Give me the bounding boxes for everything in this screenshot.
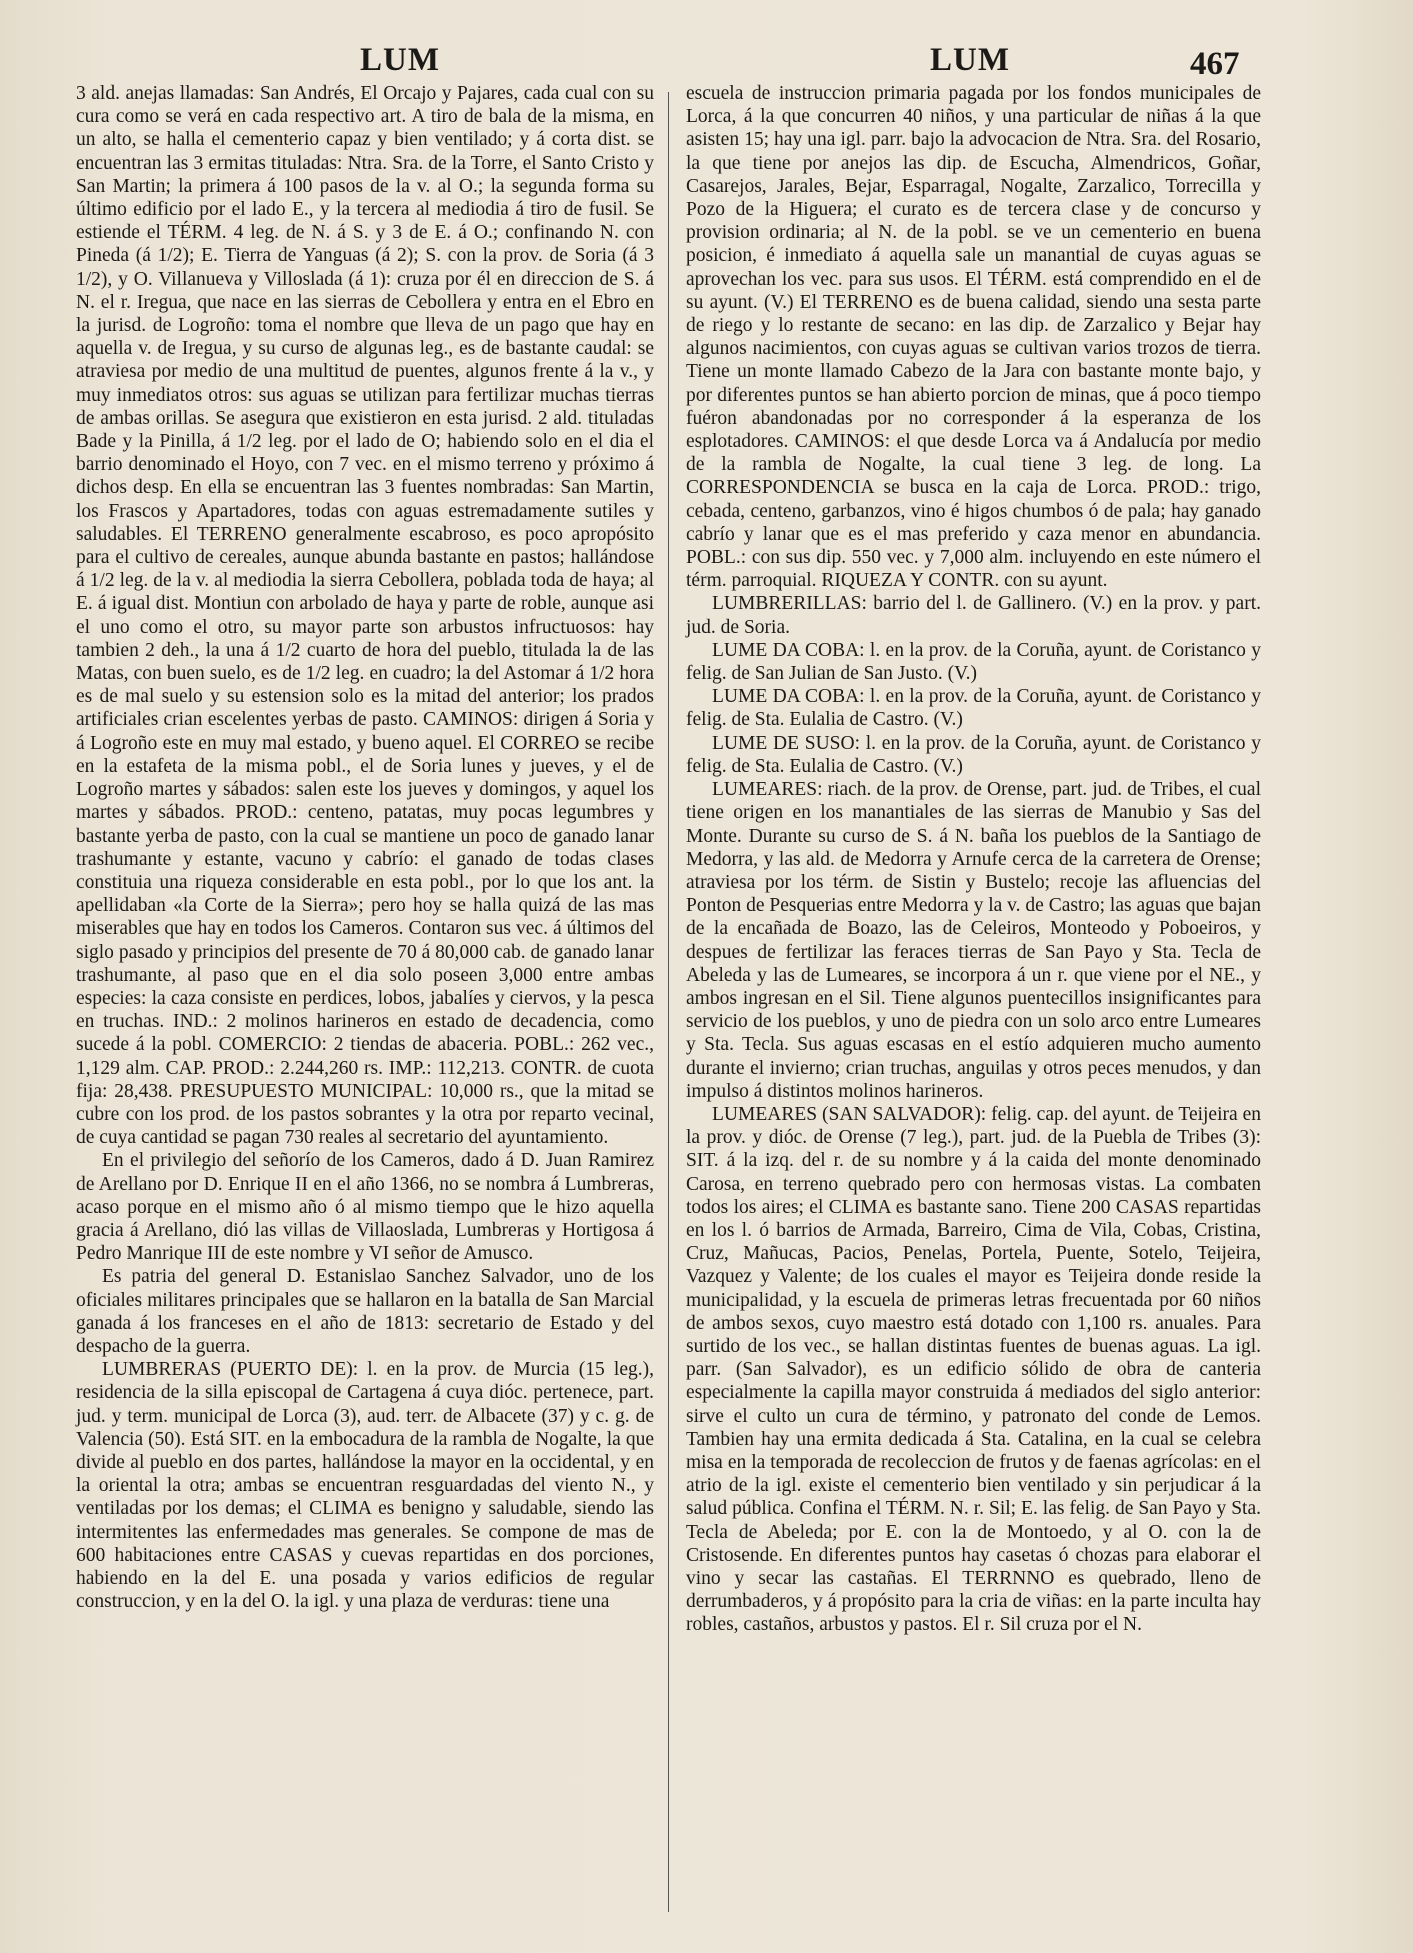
column-divider: [668, 92, 669, 1912]
entry-paragraph: LUMBRERAS (PUERTO DE): l. en la prov. de Murcia (15 leg.), residencia de la silla episcopal de Cartagena á cuya dióc. pertenece, part. jud. y term. municipal de Lorca (3), aud. terr. de Albacete (37) y c. g. de Valencia (50). Está SIT. en la embocadura de la rambla de Nogalte, la que divide al pueblo en dos partes, hallándose la mayor en la occidental, y en la oriental la otra; ambas se encuentran resguardadas del viento N., y ventiladas por los demas; el CLIMA es benigno y saludable, siendo las intermitentes las enfermedades mas generales. Se compone de mas de 600 habitaciones entre CASAS y cuevas repartidas en dos porciones, habiendo en la del E. una posada y varios edificios de regular construccion, y en la del O. la igl. y una plaza de verduras: tiene una: [76, 1359, 654, 1613]
entry-paragraph: LUME DA COBA: l. en la prov. de la Coruña, ayunt. de Coristanco y felig. de San Julian de San Justo. (V.): [686, 639, 1261, 685]
entry-paragraph: LUMEARES: riach. de la prov. de Orense, part. jud. de Tribes, el cual tiene origen en los manantiales de las sierras de Manubio y Sas del Monte. Durante su curso de S. á N. baña los pueblos de la Santiago de Medorra, y las ald. de Medorra y Arnufe cerca de la carretera de Orense; atraviesa por los térm. de Sistin y Bustelo; recoje las afluencias del Ponton de Pesquerias entre Medorra y la v. de Castro; las aguas que bajan de la encañada de Boazo, las de Celeiros, Monteodo y Poboeiros, y despues de fertilizar las feraces tierras de San Payo y Sta. Tecla de Abeleda y las de Lumeares, se incorpora á un r. que viene por el NE., y ambos ingresan en el Sil. Tiene algunos puentecillos insignificantes para servicio de los pueblos, y uno de piedra con un solo arco entre Lumeares y Sta. Tecla. Sus aguas escasas en el estío adquieren mucho aumento durante el invierno; crian truchas, anguilas y otros peces menudos, y dan impulso á distintos molinos harineros.: [686, 779, 1261, 1102]
entry-paragraph: En el privilegio del señorío de los Cameros, dado á D. Juan Ramirez de Arellano por D. Enrique II en el año 1366, no se nombra á Lumbreras, acaso porque en el mismo año ó al mismo tiempo que le hizo aquella gracia á Arellano, dió las villas de Villaoslada, Lumbreras y Hortigosa á Pedro Manrique III de este nombre y VI señor de Amusco.: [76, 1150, 654, 1265]
running-head-right: LUM: [930, 42, 1010, 78]
page-number: 467: [1190, 46, 1240, 82]
running-head-left: LUM: [360, 42, 440, 78]
right-column: [686, 82, 1261, 1637]
entry-paragraph: LUME DA COBA: l. en la prov. de la Coruña, ayunt. de Coristanco y felig. de Sta. Eulalia de Castro. (V.): [686, 686, 1261, 731]
entry-paragraph: 3 ald. anejas llamadas: San Andrés, El Orcajo y Pajares, cada cual con su cura como se verá en cada respectivo art. A tiro de bala de la misma, en un alto, se halla el cementerio capaz y bien ventilado; y á corta dist. se encuentran las 3 ermitas tituladas: Ntra. Sra. de la Torre, el Santo Cristo y San Martin; la primera á 100 pasos de la v. al O.; la segunda forma su último edificio por el lado E., y la tercera al mediodia á tiro de fusil. Se estiende el TÉRM. 4 leg. de N. á S. y 3 de E. á O.; confinando N. con Pineda (á 1/2); E. Tierra de Yanguas (á 2); S. con la prov. de Soria (á 3 1/2), y O. Villanueva y Villoslada (á 1): cruza por él en direccion de S. á N. el r. Iregua, que nace en las sierras de Cebollera y entra en el Ebro en la jurisd. de Logroño: toma el nombre que lleva de un pago que hay en aquella v. de Iregua, y su curso de algunas leg., es de bastante caudal: se atraviesa por medio de una multitud de puentes, algunos frente á la v., y muy inmediatos otros: sus aguas se utilizan para fertilizar muchas tierras de ambas orillas. Se asegura que existieron en esta jurisd. 2 ald. tituladas Bade y la Pinilla, á 1/2 leg. por el lado de O; habiendo solo en el dia el barrio denominado el Hoyo, con 7 vec. en el mismo terreno y próximo á dichos desp. En ella se encuentran las 3 fuentes nombradas: San Martin, los Frascos y Apartadores, todas con aguas estremadamente sutiles y saludables. El TERRENO generalmente escabroso, es poco apropósito para el cultivo de cereales, aunque abunda bastante en pastos; hallándose á 1/2 leg. de la v. al mediodia la sierra Cebollera, poblada toda de haya; al E. á igual dist. Montiun con arbolado de haya y parte de roble, aunque asi el uno como el otro, su mayor parte son arbustos infructuosos: hay tambien 2 deh., la una á 1/2 cuarto de hora del pueblo, titulada la de las Matas, con buen suelo, es de 1/2 leg. en cuadro; la del Astomar á 1/2 hora es de mal suelo y su estension solo es la mitad del anterior; los prados artificiales crian escelentes yerbas de pasto. CAMINOS: dirigen á Soria y á Logroño este en muy mal estado, y bueno aquel. El CORREO se recibe en la estafeta de la misma pobl., el de Soria lunes y jueves, y el de Logroño martes y sábados: salen este los jueves y domingos, y aquel los martes y sábados. PROD.: centeno, patatas, muy pocas legumbres y bastante yerba de pasto, con la cual se mantiene un poco de ganado lanar trashumante y estante, vacuno y cabrío: el ganado de todas clases constituia una riqueza considerable en esta pobl., por lo que los ant. la apellidaban «la Corte de la Sierra»; pero hoy se halla quizá de las mas miserables que hay en todos los Cameros. Contaron sus vec. á últimos del siglo pasado y principios del presente de 70 á 80,000 cab. de ganado lanar trashumante, al paso que en el dia solo poseen 3,000 entre ambas especies: la caza consiste en perdices, lobos, jabalíes y ciervos, y la pesca en truchas. IND.: 2 molinos harineros en estado de decadencia, como sucede á la pobl. COMERCIO: 2 tiendas de abaceria. POBL.: 262 vec., 1,129 alm. CAP. PROD.: 2.244,260 rs. IMP.: 112,213. CONTR. de cuota fija: 28,438. PRESUPUESTO MUNICIPAL: 10,000 rs., que la mitad se cubre con los prod. de los pastos sobrantes y la otra por reparto vecinal, de cuya cantidad se pagan 730 reales al secretario del ayuntamiento.: [76, 83, 654, 1149]
left-column: [76, 82, 654, 1613]
entry-paragraph: Es patria del general D. Estanislao Sanchez Salvador, uno de los oficiales militares principales que se hallaron en la batalla de San Marcial ganada á los franceses en el año de 1813: secretario de Estado y del despacho de la guerra.: [76, 1266, 654, 1357]
entry-paragraph: LUMBRERILLAS: barrio del l. de Gallinero. (V.) en la prov. y part. jud. de Soria.: [686, 593, 1261, 638]
entry-paragraph: LUME DE SUSO: l. en la prov. de la Coruña, ayunt. de Coristanco y felig. de Sta. Eulalia de Castro. (V.): [686, 732, 1261, 777]
entry-paragraph: LUMEARES (SAN SALVADOR): felig. cap. del ayunt. de Teijeira en la prov. y dióc. de Orense (7 leg.), part. jud. de la Puebla de Tribes (3): SIT. á la izq. del r. de su nombre y á la caida del monte denominado Carosa, en terreno quebrado pero con hermosas vistas. La combaten todos los aires; el CLIMA es bastante sano. Tiene 200 CASAS repartidas en los l. ó barrios de Armada, Barreiro, Cima de Vila, Cobas, Cristina, Cruz, Mañucas, Pacios, Penelas, Portela, Puente, Sotelo, Teijeira, Vazquez y Valente; de los cuales el mayor es Teijeira donde reside la municipalidad, y la escuela de primeras letras frecuentada por 60 niños de ambos sexos, cuyo maestro está dotado con 1,100 rs. anuales. Para surtido de los vec., se hallan distintas fuentes de buenas aguas. La igl. parr. (San Salvador), es un edificio sólido de obra de canteria especialmente la capilla mayor construida á mediados del siglo anterior: sirve el culto un cura de término, y patronato del conde de Lemos. Tambien hay una ermita dedicada á Sta. Catalina, en la cual se celebra misa en la temporada de recoleccion de frutos y de faenas agrícolas: en el atrio de la igl. existe el cementerio bien ventilado y sin perjudicar á la salud pública. Confina el TÉRM. N. r. Sil; E. las felig. de San Payo y Sta. Tecla de Abeleda; por E. con la de Montoedo, y al O. con la de Cristosende. En diferentes puntos hay casetas ó chozas para elaborar el vino y secar las castañas. El TERRNNO es quebrado, lleno de derrumbaderos, y á propósito para la cria de viñas: en la parte inculta hay robles, castaños, arbustos y pastos. El r. Sil cruza por el N.: [686, 1103, 1261, 1636]
entry-paragraph: escuela de instruccion primaria pagada por los fondos municipales de Lorca, á la que concurren 40 niños, y una particular de niñas á la que asisten 15; hay una igl. parr. bajo la advocacion de Ntra. Sra. del Rosario, la que tiene por anejos las dip. de Escucha, Almendricos, Goñar, Casarejos, Jarales, Bejar, Esparragal, Nogalte, Zarzalico, Torrecilla y Pozo de la Higuera; el curato es de tercera clase y de concurso y provision ordinaria; al N. de la pobl. se ve un cementerio en buena posicion, é inmediato á aquella sale un manantial de cuyas aguas se aprovechan los vec. para sus usos. El TÉRM. está comprendido en el de su ayunt. (V.) El TERRENO es de buena calidad, siendo una sesta parte de riego y lo restante de secano: en las dip. de Zarzalico y Bejar hay algunos nacimientos, con cuyas aguas se cultivan varios trozos de tierra. Tiene un monte llamado Cabezo de la Jara con bastante monte bajo, y por diferentes puntos se han abierto porcion de minas, que á poco tiempo fuéron abandonadas por no corresponder á la esperanza de los esplotadores. CAMINOS: el que desde Lorca va á Andalucía por medio de la rambla de Nogalte, la cual tiene 3 leg. de long. La CORRESPONDENCIA se busca en la caja de Lorca. PROD.: trigo, cebada, centeno, garbanzos, vino é higos chumbos ó de pala; hay ganado cabrío y lanar que es el mas preferido y caza menor en abundancia. POBL.: con sus dip. 550 vec. y 7,000 alm. incluyendo en este número el térm. parroquial. RIQUEZA Y CONTR. con su ayunt.: [686, 83, 1261, 592]
